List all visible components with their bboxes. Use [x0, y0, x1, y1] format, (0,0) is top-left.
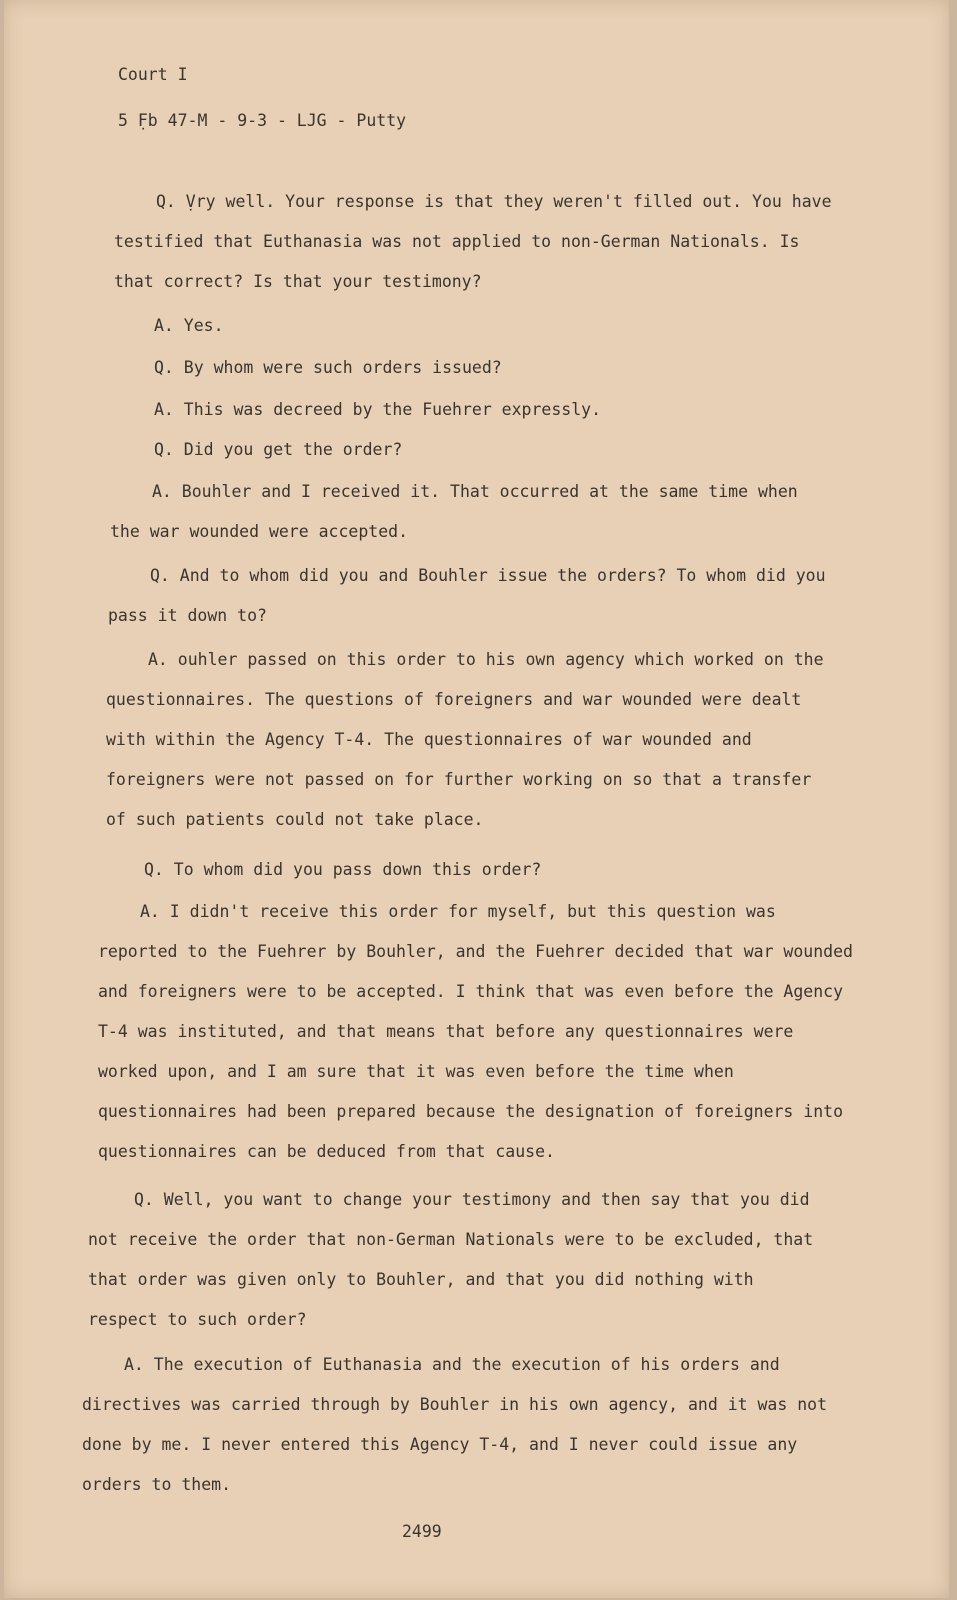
paragraph-7: Q. And to whom did you and Bouhler issue the orders? To whom did you pass it down to?	[108, 566, 826, 625]
reference-line: 5 F̣b 47-M - 9-3 - LJG - Putty	[118, 111, 407, 130]
paragraph-11: Q. Well, you want to change your testimony and then say that you did not receive the order that non-German Nationals were to be excluded, that that order was given only to Bouhler, and that you did nothing with respect to such order?	[88, 1190, 814, 1329]
page-number: 2499	[402, 1522, 442, 1541]
paragraph-1: Q. Ṿry well. Your response is that they weren't filled out. You have testified that Euthanasia was not applied to non-German Nationals. Is that correct? Is that your testimony?	[114, 192, 832, 291]
paragraph-3: Q. By whom were such orders issued?	[154, 358, 502, 377]
court-heading: Court I	[118, 65, 188, 84]
paragraph-2: A. Yes.	[154, 316, 224, 335]
paragraph-9: Q. To whom did you pass down this order?	[144, 860, 542, 879]
paragraph-4: A. This was decreed by the Fuehrer expressly.	[154, 400, 602, 419]
document-page	[4, 0, 949, 1598]
paragraph-12: A. The execution of Euthanasia and the execution of his orders and directives was carried through by Bouhler in his own agency, and it was not done by me. I never entered this Agency T-4, and I never could issue any orders to them.	[82, 1355, 828, 1494]
paragraph-5: Q. Did you get the order?	[154, 440, 403, 459]
paragraph-6: A. Bouhler and I received it. That occurred at the same time when the war wounded were accepted.	[110, 482, 798, 541]
paragraph-10: A. I didn't receive this order for myself, but this question was reported to the Fuehrer by Bouhler, and the Fuehrer decided that war wounded and foreigners were to be accepted. I think that was even before the Agency T-4 was instituted, and that means that before any questionnaires were worked upon, and I am sure that it was even before the time when questionnaires had been prepared because the designation of foreigners into questionnaires can be deduced from that cause.	[98, 902, 853, 1161]
paragraph-8: A. ouhler passed on this order to his own agency which worked on the questionnaires. The questions of foreigners and war wounded were dealt with within the Agency T-4. The questionnaires of war wounded and foreigners were not passed on for further working on so that a transfer of such patients could not take place.	[106, 650, 824, 829]
